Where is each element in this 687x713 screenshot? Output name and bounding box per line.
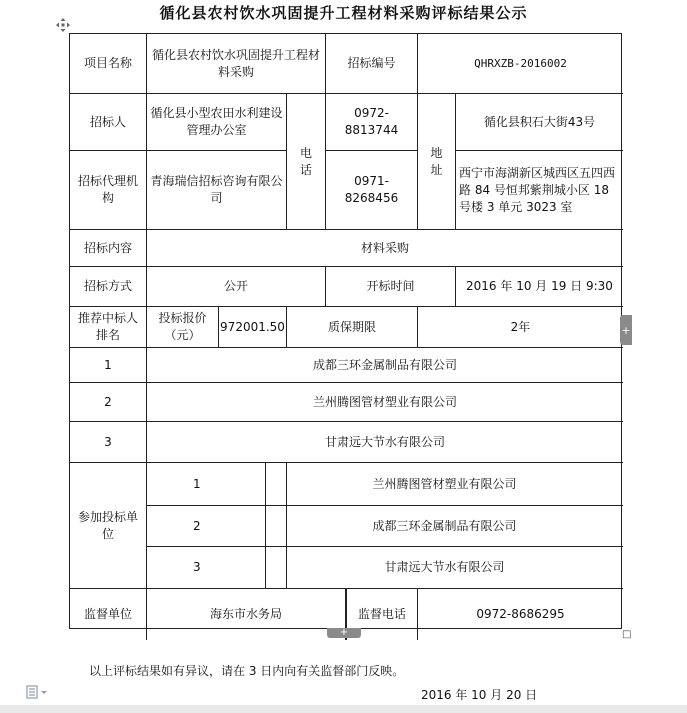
ranking-name: 成都三环金属制品有限公司 bbox=[147, 348, 623, 383]
participants-label: 参加投标单位 bbox=[70, 463, 147, 589]
bid-no-value: QHRXZB-2016002 bbox=[418, 34, 623, 94]
participant-no: 3 bbox=[147, 547, 287, 589]
participant-no: 1 bbox=[147, 463, 287, 506]
table-move-handle-icon[interactable] bbox=[56, 18, 70, 32]
address-label: 地址 bbox=[418, 94, 456, 230]
table-corner-resize-icon[interactable]: □ bbox=[622, 629, 632, 640]
ranking-no: 1 bbox=[70, 348, 147, 383]
objection-note: 以上评标结果如有异议，请在 3 日内向有关监督部门反映。 bbox=[89, 664, 405, 678]
bottom-scrollbar[interactable] bbox=[0, 705, 687, 713]
agent-phone: 0971-8268456 bbox=[326, 151, 418, 230]
participant-name: 兰州腾图管材塑业有限公司 bbox=[265, 463, 623, 506]
bid-no-label: 招标编号 bbox=[326, 34, 418, 94]
document-icon[interactable] bbox=[26, 685, 48, 699]
announcement-date: 2016 年 10 月 20 日 bbox=[421, 688, 538, 702]
agent-value: 青海瑞信招标咨询有限公司 bbox=[147, 151, 287, 230]
project-name-label: 项目名称 bbox=[70, 34, 147, 94]
rank-label: 推荐中标人排名 bbox=[70, 307, 147, 348]
add-row-plus-icon[interactable]: + bbox=[327, 628, 361, 638]
supervisor-label: 监督单位 bbox=[70, 589, 147, 640]
participant-no: 2 bbox=[147, 506, 287, 547]
open-time-label: 开标时间 bbox=[326, 267, 456, 307]
method-label: 招标方式 bbox=[70, 267, 147, 307]
tenderer-phone: 0972-8813744 bbox=[326, 94, 418, 151]
price-label: 投标报价（元） bbox=[158, 311, 207, 342]
tenderer-address: 循化县积石大街43号 bbox=[456, 94, 623, 151]
content-value: 材料采购 bbox=[147, 230, 623, 267]
add-column-plus-icon[interactable]: + bbox=[620, 315, 632, 345]
bid-result-table bbox=[69, 33, 622, 629]
content-label: 招标内容 bbox=[70, 230, 147, 267]
agent-label: 招标代理机构 bbox=[70, 151, 147, 230]
page-title: 循化县农村饮水巩固提升工程材料采购评标结果公示 bbox=[159, 4, 528, 22]
ranking-no: 2 bbox=[70, 383, 147, 422]
tenderer-value: 循化县小型农田水利建设管理办公室 bbox=[147, 94, 287, 151]
price-value: 972001.50 bbox=[218, 307, 286, 347]
open-time-value: 2016 年 10 月 19 日 9:30 bbox=[456, 267, 623, 307]
ranking-name: 兰州腾图管材塑业有限公司 bbox=[147, 383, 623, 422]
supervisor-phone-value: 0972-8686295 bbox=[476, 607, 565, 621]
ranking-no: 3 bbox=[70, 422, 147, 463]
project-name-value: 循化县农村饮水巩固提升工程材料采购 bbox=[147, 34, 326, 94]
warranty-label: 质保期限 bbox=[287, 307, 418, 348]
supervisor-value: 海东市水务局 bbox=[147, 589, 346, 640]
agent-address: 西宁市海湖新区城西区五四西路 84 号恒邦紫荆城小区 18 号楼 3 单元 3023 室 bbox=[456, 151, 623, 230]
participant-name: 成都三环金属制品有限公司 bbox=[265, 506, 623, 547]
ranking-name: 甘肃远大节水有限公司 bbox=[147, 422, 623, 463]
participant-name: 甘肃远大节水有限公司 bbox=[265, 547, 623, 589]
supervisor-phone-label: 监督电话 bbox=[346, 589, 418, 640]
tenderer-label: 招标人 bbox=[70, 94, 147, 151]
phone-label: 电话 bbox=[287, 94, 326, 230]
warranty-value: 2年 bbox=[418, 307, 623, 348]
method-value: 公开 bbox=[147, 267, 326, 307]
